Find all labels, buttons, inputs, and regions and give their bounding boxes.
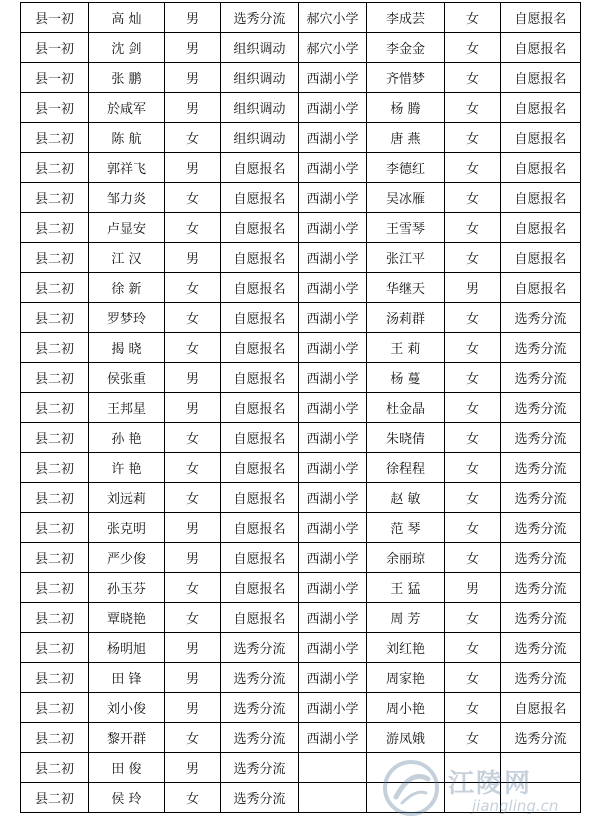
cell-school-b: 西湖小学 — [299, 93, 367, 123]
cell-name-a: 张 鹏 — [89, 63, 165, 93]
cell-method-a: 自愿报名 — [221, 363, 299, 393]
roster-table-body — [21, 3, 581, 813]
cell-school-a: 县二初 — [21, 423, 89, 453]
table-row — [21, 723, 581, 753]
cell-method-a: 自愿报名 — [221, 453, 299, 483]
cell-gender-b: 男 — [445, 573, 501, 603]
cell-gender-a: 女 — [165, 273, 221, 303]
cell-school-a: 县二初 — [21, 783, 89, 813]
table-row — [21, 633, 581, 663]
cell-gender-a: 女 — [165, 603, 221, 633]
cell-school-a: 县二初 — [21, 573, 89, 603]
cell-gender-a: 男 — [165, 3, 221, 33]
cell-school-a: 县二初 — [21, 393, 89, 423]
cell-school-a: 县二初 — [21, 723, 89, 753]
cell-gender-b: 女 — [445, 213, 501, 243]
cell-school-b: 西湖小学 — [299, 183, 367, 213]
cell-gender-a: 男 — [165, 153, 221, 183]
cell-gender-a: 女 — [165, 723, 221, 753]
cell-name-b: 王 猛 — [367, 573, 445, 603]
cell-school-b: 西湖小学 — [299, 483, 367, 513]
table-row — [21, 753, 581, 783]
cell-name-b: 游凤娥 — [367, 723, 445, 753]
cell-school-a: 县二初 — [21, 633, 89, 663]
cell-gender-b — [445, 753, 501, 783]
cell-school-b: 西湖小学 — [299, 723, 367, 753]
cell-school-b: 西湖小学 — [299, 213, 367, 243]
cell-gender-a: 女 — [165, 483, 221, 513]
cell-gender-a: 男 — [165, 633, 221, 663]
cell-school-b: 郝穴小学 — [299, 33, 367, 63]
cell-method-a: 组织调动 — [221, 33, 299, 63]
cell-gender-a: 女 — [165, 423, 221, 453]
cell-gender-b: 女 — [445, 513, 501, 543]
cell-gender-a: 男 — [165, 33, 221, 63]
cell-school-a: 县二初 — [21, 123, 89, 153]
cell-name-b — [367, 753, 445, 783]
cell-gender-b: 女 — [445, 603, 501, 633]
cell-gender-b: 女 — [445, 303, 501, 333]
cell-method-a: 选秀分流 — [221, 693, 299, 723]
cell-method-b: 自愿报名 — [501, 183, 581, 213]
cell-method-a: 自愿报名 — [221, 573, 299, 603]
cell-school-b: 西湖小学 — [299, 423, 367, 453]
cell-gender-b: 女 — [445, 393, 501, 423]
table-row — [21, 303, 581, 333]
cell-name-b: 杨 蔓 — [367, 363, 445, 393]
table-row — [21, 93, 581, 123]
cell-school-b: 西湖小学 — [299, 63, 367, 93]
cell-method-a: 组织调动 — [221, 93, 299, 123]
cell-school-a: 县二初 — [21, 453, 89, 483]
cell-school-a: 县二初 — [21, 693, 89, 723]
cell-school-b: 西湖小学 — [299, 273, 367, 303]
cell-method-a: 选秀分流 — [221, 633, 299, 663]
table-row — [21, 183, 581, 213]
cell-gender-b: 女 — [445, 63, 501, 93]
cell-gender-b: 女 — [445, 363, 501, 393]
cell-method-a: 自愿报名 — [221, 303, 299, 333]
table-row — [21, 123, 581, 153]
cell-method-b: 选秀分流 — [501, 633, 581, 663]
cell-school-b: 西湖小学 — [299, 363, 367, 393]
cell-school-a: 县一初 — [21, 3, 89, 33]
cell-name-a: 揭 晓 — [89, 333, 165, 363]
table-row — [21, 693, 581, 723]
cell-school-b: 郝穴小学 — [299, 3, 367, 33]
table-row — [21, 63, 581, 93]
cell-name-b: 张江平 — [367, 243, 445, 273]
cell-gender-b: 女 — [445, 333, 501, 363]
cell-method-b: 自愿报名 — [501, 213, 581, 243]
cell-school-b — [299, 783, 367, 813]
cell-method-b: 自愿报名 — [501, 693, 581, 723]
cell-gender-b: 女 — [445, 693, 501, 723]
cell-school-a: 县二初 — [21, 603, 89, 633]
cell-method-a: 选秀分流 — [221, 663, 299, 693]
cell-school-a: 县二初 — [21, 543, 89, 573]
cell-name-a: 张克明 — [89, 513, 165, 543]
table-row — [21, 363, 581, 393]
cell-school-b: 西湖小学 — [299, 243, 367, 273]
cell-name-a: 侯 玲 — [89, 783, 165, 813]
cell-school-a: 县二初 — [21, 303, 89, 333]
cell-name-b: 吴冰雁 — [367, 183, 445, 213]
cell-method-a: 自愿报名 — [221, 543, 299, 573]
cell-method-b: 自愿报名 — [501, 153, 581, 183]
cell-school-b: 西湖小学 — [299, 663, 367, 693]
cell-gender-b: 女 — [445, 183, 501, 213]
cell-method-b: 自愿报名 — [501, 93, 581, 123]
cell-name-b: 李德红 — [367, 153, 445, 183]
cell-method-a: 自愿报名 — [221, 273, 299, 303]
table-row — [21, 3, 581, 33]
cell-name-b: 唐 燕 — [367, 123, 445, 153]
cell-school-a: 县二初 — [21, 183, 89, 213]
cell-school-b: 西湖小学 — [299, 303, 367, 333]
cell-method-a: 组织调动 — [221, 123, 299, 153]
cell-school-a: 县二初 — [21, 753, 89, 783]
table-row — [21, 453, 581, 483]
cell-gender-b: 女 — [445, 123, 501, 153]
cell-gender-b: 女 — [445, 723, 501, 753]
cell-name-a: 沈 剑 — [89, 33, 165, 63]
cell-name-b — [367, 783, 445, 813]
cell-name-a: 侯张重 — [89, 363, 165, 393]
cell-method-b: 选秀分流 — [501, 603, 581, 633]
cell-name-a: 田 锋 — [89, 663, 165, 693]
cell-name-a: 覃晓艳 — [89, 603, 165, 633]
cell-gender-a: 男 — [165, 93, 221, 123]
cell-name-b: 周小艳 — [367, 693, 445, 723]
cell-name-a: 於咸军 — [89, 93, 165, 123]
table-row — [21, 483, 581, 513]
cell-method-a: 自愿报名 — [221, 213, 299, 243]
cell-gender-a: 女 — [165, 333, 221, 363]
cell-gender-a: 男 — [165, 663, 221, 693]
cell-name-b: 范 琴 — [367, 513, 445, 543]
cell-name-a: 徐 新 — [89, 273, 165, 303]
cell-gender-b: 女 — [445, 33, 501, 63]
cell-gender-b: 女 — [445, 153, 501, 183]
cell-method-a: 选秀分流 — [221, 783, 299, 813]
cell-gender-b: 女 — [445, 3, 501, 33]
cell-name-a: 陈 航 — [89, 123, 165, 153]
cell-school-b: 西湖小学 — [299, 453, 367, 483]
cell-method-a: 自愿报名 — [221, 243, 299, 273]
cell-gender-b: 女 — [445, 483, 501, 513]
cell-gender-b: 女 — [445, 633, 501, 663]
cell-gender-b: 女 — [445, 423, 501, 453]
cell-name-a: 孙 艳 — [89, 423, 165, 453]
cell-name-a: 许 艳 — [89, 453, 165, 483]
cell-name-b: 周家艳 — [367, 663, 445, 693]
cell-gender-a: 男 — [165, 693, 221, 723]
cell-school-b: 西湖小学 — [299, 573, 367, 603]
watermark-brand-cn: 江陵网 — [448, 769, 533, 799]
cell-name-b: 汤莉群 — [367, 303, 445, 333]
cell-school-b: 西湖小学 — [299, 603, 367, 633]
cell-school-a: 县二初 — [21, 273, 89, 303]
cell-method-a: 自愿报名 — [221, 513, 299, 543]
table-row — [21, 153, 581, 183]
cell-name-a: 孙玉芬 — [89, 573, 165, 603]
cell-name-b: 王 莉 — [367, 333, 445, 363]
cell-method-b: 选秀分流 — [501, 333, 581, 363]
watermark-brand-en: jiangling.cn — [472, 797, 559, 815]
cell-method-a: 自愿报名 — [221, 183, 299, 213]
cell-name-b: 刘红艳 — [367, 633, 445, 663]
cell-method-a: 自愿报名 — [221, 393, 299, 423]
cell-name-b: 杨 腾 — [367, 93, 445, 123]
cell-name-b: 李成芸 — [367, 3, 445, 33]
cell-gender-b: 女 — [445, 543, 501, 573]
table-row — [21, 783, 581, 813]
cell-school-b: 西湖小学 — [299, 633, 367, 663]
cell-method-b: 选秀分流 — [501, 423, 581, 453]
cell-name-a: 王邦星 — [89, 393, 165, 423]
cell-name-a: 黎开群 — [89, 723, 165, 753]
cell-name-b: 杜金晶 — [367, 393, 445, 423]
cell-school-a: 县二初 — [21, 663, 89, 693]
cell-name-a: 郭祥飞 — [89, 153, 165, 183]
cell-method-b: 选秀分流 — [501, 393, 581, 423]
cell-method-a: 自愿报名 — [221, 603, 299, 633]
cell-gender-a: 女 — [165, 303, 221, 333]
cell-method-b: 自愿报名 — [501, 123, 581, 153]
cell-method-b: 选秀分流 — [501, 453, 581, 483]
cell-name-a: 田 俊 — [89, 753, 165, 783]
cell-gender-a: 男 — [165, 393, 221, 423]
roster-table — [20, 2, 581, 813]
cell-method-b: 选秀分流 — [501, 543, 581, 573]
cell-method-b: 选秀分流 — [501, 363, 581, 393]
cell-gender-b — [445, 783, 501, 813]
cell-school-b: 西湖小学 — [299, 123, 367, 153]
table-row — [21, 33, 581, 63]
cell-name-b: 华继天 — [367, 273, 445, 303]
cell-method-b: 自愿报名 — [501, 273, 581, 303]
cell-school-a: 县二初 — [21, 513, 89, 543]
cell-method-a: 选秀分流 — [221, 3, 299, 33]
table-row — [21, 243, 581, 273]
cell-method-a: 自愿报名 — [221, 483, 299, 513]
cell-method-b: 自愿报名 — [501, 63, 581, 93]
cell-name-a: 刘小俊 — [89, 693, 165, 723]
cell-gender-b: 女 — [445, 243, 501, 273]
cell-name-b: 齐惜梦 — [367, 63, 445, 93]
cell-name-b: 李金金 — [367, 33, 445, 63]
table-row — [21, 423, 581, 453]
cell-method-a: 组织调动 — [221, 63, 299, 93]
cell-method-a: 选秀分流 — [221, 753, 299, 783]
cell-gender-a: 女 — [165, 123, 221, 153]
table-row — [21, 333, 581, 363]
cell-gender-a: 男 — [165, 753, 221, 783]
cell-school-b: 西湖小学 — [299, 333, 367, 363]
cell-name-b: 朱晓倩 — [367, 423, 445, 453]
cell-school-a: 县一初 — [21, 93, 89, 123]
cell-gender-b: 女 — [445, 453, 501, 483]
cell-name-b: 周 芳 — [367, 603, 445, 633]
cell-gender-a: 女 — [165, 183, 221, 213]
cell-gender-a: 女 — [165, 453, 221, 483]
cell-name-a: 江 汉 — [89, 243, 165, 273]
cell-gender-a: 男 — [165, 543, 221, 573]
cell-name-a: 刘远莉 — [89, 483, 165, 513]
table-row — [21, 273, 581, 303]
cell-gender-a: 女 — [165, 213, 221, 243]
cell-gender-a: 男 — [165, 243, 221, 273]
roster-table-container — [20, 2, 580, 813]
table-row — [21, 573, 581, 603]
cell-method-b: 选秀分流 — [501, 663, 581, 693]
cell-gender-b: 女 — [445, 93, 501, 123]
cell-name-a: 卢显安 — [89, 213, 165, 243]
cell-name-a: 高 灿 — [89, 3, 165, 33]
cell-school-b: 西湖小学 — [299, 543, 367, 573]
table-row — [21, 393, 581, 423]
cell-method-b: 自愿报名 — [501, 3, 581, 33]
cell-method-b — [501, 783, 581, 813]
cell-method-a: 自愿报名 — [221, 423, 299, 453]
cell-school-b: 西湖小学 — [299, 693, 367, 723]
cell-name-b: 徐程程 — [367, 453, 445, 483]
cell-name-a: 严少俊 — [89, 543, 165, 573]
cell-gender-a: 男 — [165, 513, 221, 543]
cell-method-b: 选秀分流 — [501, 483, 581, 513]
cell-method-a: 自愿报名 — [221, 333, 299, 363]
table-row — [21, 543, 581, 573]
cell-name-a: 罗梦玲 — [89, 303, 165, 333]
cell-name-b: 王雪琴 — [367, 213, 445, 243]
cell-school-a: 县一初 — [21, 63, 89, 93]
cell-school-a: 县二初 — [21, 333, 89, 363]
table-row — [21, 213, 581, 243]
cell-school-b: 西湖小学 — [299, 513, 367, 543]
cell-name-b: 余丽琼 — [367, 543, 445, 573]
cell-school-a: 县二初 — [21, 483, 89, 513]
cell-method-b: 选秀分流 — [501, 303, 581, 333]
cell-method-b: 选秀分流 — [501, 573, 581, 603]
table-row — [21, 513, 581, 543]
cell-school-a: 县一初 — [21, 33, 89, 63]
cell-gender-b: 男 — [445, 273, 501, 303]
cell-name-a: 邹力炎 — [89, 183, 165, 213]
cell-name-b: 赵 敏 — [367, 483, 445, 513]
cell-school-b — [299, 753, 367, 783]
cell-method-b: 自愿报名 — [501, 33, 581, 63]
cell-gender-b: 女 — [445, 663, 501, 693]
cell-method-b: 自愿报名 — [501, 243, 581, 273]
table-row — [21, 663, 581, 693]
cell-method-a: 自愿报名 — [221, 153, 299, 183]
cell-school-b: 西湖小学 — [299, 393, 367, 423]
cell-method-a: 选秀分流 — [221, 723, 299, 753]
cell-school-a: 县二初 — [21, 213, 89, 243]
cell-gender-a: 男 — [165, 363, 221, 393]
cell-school-a: 县二初 — [21, 243, 89, 273]
cell-gender-a: 男 — [165, 63, 221, 93]
table-row — [21, 603, 581, 633]
cell-school-a: 县二初 — [21, 153, 89, 183]
cell-gender-a: 女 — [165, 783, 221, 813]
cell-method-b — [501, 753, 581, 783]
cell-gender-a: 女 — [165, 573, 221, 603]
cell-school-a: 县二初 — [21, 363, 89, 393]
cell-method-b: 选秀分流 — [501, 513, 581, 543]
cell-name-a: 杨明旭 — [89, 633, 165, 663]
cell-method-b: 选秀分流 — [501, 723, 581, 753]
cell-school-b: 西湖小学 — [299, 153, 367, 183]
